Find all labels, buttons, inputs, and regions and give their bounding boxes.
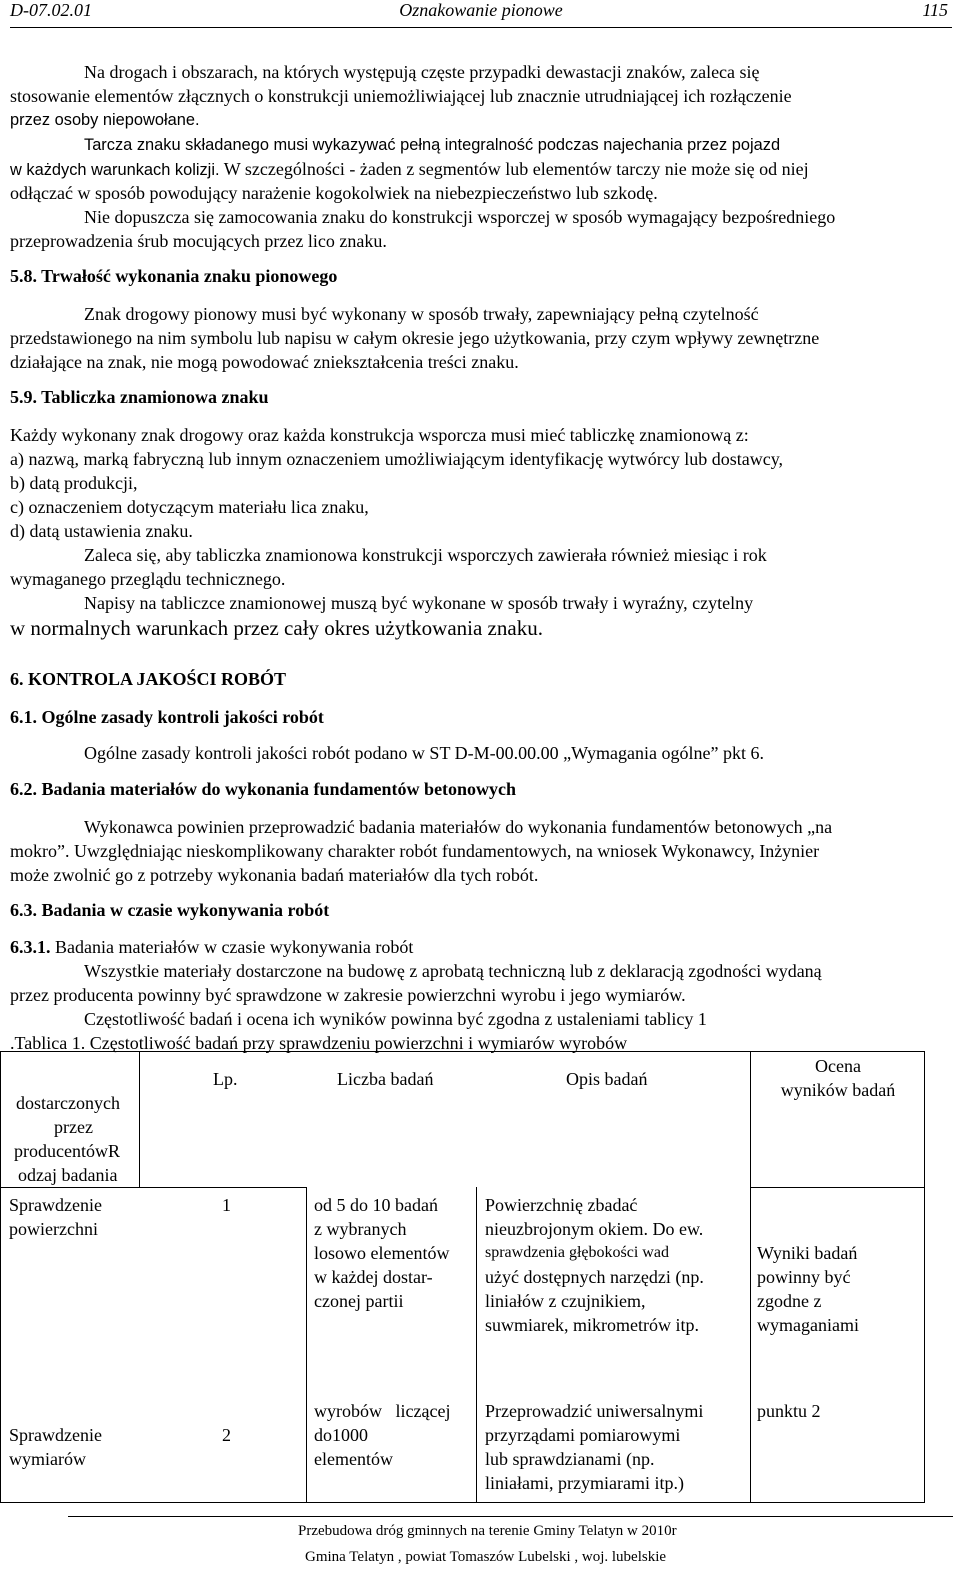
paragraph-line: Na drogach i obszarach, na których występują częste przypadki dewastacji znaków, zaleca się [84,62,760,82]
paragraph-line: Wykonawca powinien przeprowadzić badania materiałów do wykonania fundamentów betonowych „na [84,817,833,837]
paragraph-line [10,157,809,182]
paragraph-line: Nie dopuszcza się zamocowania znaku do konstrukcji wsporczej w sposób wymagający bezpośredniego [84,207,836,227]
paragraph-line: Każdy wykonany znak drogowy oraz każda konstrukcja wsporcza musi mieć tabliczkę znamionową z: [10,425,749,445]
page-header [10,0,952,28]
paragraph-line: przez producenta powinny być sprawdzone w zakresie powierzchni wyrobu i jego wymiarów. [10,985,686,1005]
subsection-heading-6-3-1 [10,935,413,959]
footer-location: Gmina Telatyn , powiat Tomaszów Lubelski , woj. lubelskie [305,1549,667,1565]
page-number: 115 [922,0,948,20]
document-code: D-07.02.01 [10,0,92,20]
header-line: wyników badań [780,1080,896,1100]
cell-line: sprawdzenia głębokości wad [485,1244,669,1261]
section-heading-5-9: 5.9. Tabliczka znamionowa znaku [10,387,269,407]
row-2-liczba [314,1399,450,1471]
table-border [750,1187,925,1188]
paragraph-line: Znak drogowy pionowy musi być wykonany w sposób trwały, zapewniający pełną czytelność [84,304,759,324]
cell-line: Sprawdzenie [9,1425,102,1445]
section-heading-6-1: 6.1. Ogólne zasady kontroli jakości robót [10,707,324,727]
cell-line: powinny być [757,1267,851,1287]
cell-line: lub sprawdzianami (np. [485,1449,655,1469]
header-line: Ocena [815,1056,861,1076]
header-lp: Lp. [213,1069,238,1089]
cell-line: Powierzchnię zbadać [485,1195,638,1215]
paragraph-line: Napisy na tabliczce znamionowej muszą być wykonane w sposób trwały i wyraźny, czytelny [84,593,754,613]
list-item: c) oznaczeniem dotyczącym materiału lica znaku, [10,497,369,517]
cell-line: w każdej dostar- [314,1267,433,1287]
frequency-table [0,1051,925,1503]
cell-line: liniałów z czujnikiem, [485,1291,646,1311]
header-line: odzaj badania [18,1165,118,1185]
cell-line: od 5 do 10 badań [314,1195,438,1215]
header-line: przez [54,1117,93,1137]
paragraph-line: przeprowadzenia śrub mocujących przez lico znaku. [10,231,387,251]
cell-line: elementów [314,1449,393,1469]
header-line: dostarczonych [16,1093,120,1113]
header-opis-badan: Opis badań [566,1069,648,1089]
paragraph-line: odłączać w sposób powodujący narażenie kogokolwiek na niebezpieczeństwo lub szkodę. [10,183,658,203]
cell-line: Przeprowadzić uniwersalnymi [485,1401,704,1421]
row-1-lp: 1 [222,1195,231,1215]
table-border [0,1051,1,1503]
paragraph-line: Wszystkie materiały dostarczone na budowę z aprobatą techniczną lub z deklaracją zgodności wydaną [84,961,822,981]
row-1-ocena [757,1241,859,1337]
row-1-opis [485,1193,704,1337]
cell-line: z wybranych [314,1219,407,1239]
list-item: a) nazwą, marką fabryczną lub innym oznaczeniem umożliwiającym identyfikację wytwórcy lub dostawcy, [10,449,784,469]
cell-line: punktu 2 [757,1401,821,1421]
subsection-title: Badania materiałów w czasie wykonywania robót [55,937,414,957]
cell-line: użyć dostępnych narzędzi (np. [485,1267,704,1287]
cell-line: nieuzbrojonym okiem. Do ew. [485,1219,704,1239]
row-2-lp: 2 [222,1425,231,1445]
row-2-ocena [757,1399,821,1423]
table-caption: .Tablica 1. Częstotliwość badań przy sprawdzeniu powierzchni i wymiarów wyrobów [10,1033,628,1053]
cell-line: Wyniki badań [757,1243,858,1263]
cell-line: wyrobów liczącej [314,1401,451,1421]
paragraph-line: może zwolnić go z potrzeby wykonania badań materiałów dla tych robót. [10,865,539,885]
paragraph-line: stosowanie elementów złącznych o konstrukcji uniemożliwiającej lub znacznie utrudniającej ich rozłączenie [10,86,792,106]
paragraph-line: mokro”. Uwzględniając nieskomplikowany charakter robót fundamentowych, na wniosek Wykonawcy, Inżynier [10,841,820,861]
list-item: d) datą ustawienia znaku. [10,521,193,541]
row-2-opis [485,1399,703,1495]
paragraph-line: przez osoby niepowołane. [10,111,200,129]
cell-line: wymaganiami [757,1315,859,1335]
paragraph-line: Częstotliwość badań i ocena ich wyników powinna być zgodna z ustaleniami tablicy 1 [84,1009,707,1029]
table-border [306,1187,307,1503]
row-1-rodzaj [9,1193,102,1241]
cell-line: suwmiarek, mikrometrów itp. [485,1315,699,1335]
paragraph-line: przedstawionego na nim symbolu lub napisu w całym okresie jego użytkowania, przy czym wpływy zewnętrzne [10,328,820,348]
paragraph-fragment: W szczególności - żaden z segmentów lub elementów tarczy nie może się od niej [223,159,809,179]
header-liczba-badan: Liczba badań [337,1069,434,1089]
table-border [476,1187,477,1503]
header-rodzaj-badania [16,1091,120,1187]
row-2-rodzaj [9,1423,102,1471]
section-heading-5-8: 5.8. Trwałość wykonania znaku pionowego [10,266,338,286]
header-line: producentówR [14,1141,120,1161]
table-border [750,1051,751,1503]
cell-line: losowo elementów [314,1243,450,1263]
cell-line: wymiarów [9,1449,86,1469]
table-border [0,1502,925,1503]
footer-divider [68,1516,953,1517]
section-heading-6-3: 6.3. Badania w czasie wykonywania robót [10,900,330,920]
paragraph-fragment: w każdych warunkach kolizji. [10,161,220,179]
cell-line: zgodne z [757,1291,822,1311]
table-border [0,1187,307,1188]
paragraph-line: Ogólne zasady kontroli jakości robót podano w ST D-M-00.00.00 „Wymagania ogólne” pkt 6. [84,743,764,763]
cell-line: powierzchni [9,1219,98,1239]
footer-project: Przebudowa dróg gminnych na terenie Gminy Telatyn w 2010r [298,1523,677,1539]
list-item: b) datą produkcji, [10,473,138,493]
document-title: Oznakowanie pionowe [399,0,563,20]
paragraph-line: działające na znak, nie mogą powodować zniekształcenia treści znaku. [10,352,519,372]
section-heading-6: 6. KONTROLA JAKOŚCI ROBÓT [10,669,287,689]
cell-line: do1000 [314,1425,368,1445]
cell-line: Sprawdzenie [9,1195,102,1215]
table-border [139,1051,140,1187]
paragraph-line: wymaganego przeglądu technicznego. [10,569,286,589]
paragraph-line: Zaleca się, aby tabliczka znamionowa konstrukcji wsporczych zawierała również miesiąc i rok [84,545,767,565]
paragraph-line: w normalnych warunkach przez cały okres użytkowania znaku. [10,616,543,640]
paragraph-line: Tarcza znaku składanego musi wykazywać pełną integralność podczas najechania przez pojazd [84,136,781,154]
row-1-liczba [314,1193,449,1313]
subsection-number: 6.3.1. [10,937,51,957]
header-ocena-wynikow [752,1054,924,1102]
cell-line: liniałami, przymiarami itp.) [485,1473,684,1493]
cell-line: czonej partii [314,1291,404,1311]
section-heading-6-2: 6.2. Badania materiałów do wykonania fundamentów betonowych [10,779,517,799]
table-border [924,1051,925,1503]
cell-line: przyrządami pomiarowymi [485,1425,681,1445]
